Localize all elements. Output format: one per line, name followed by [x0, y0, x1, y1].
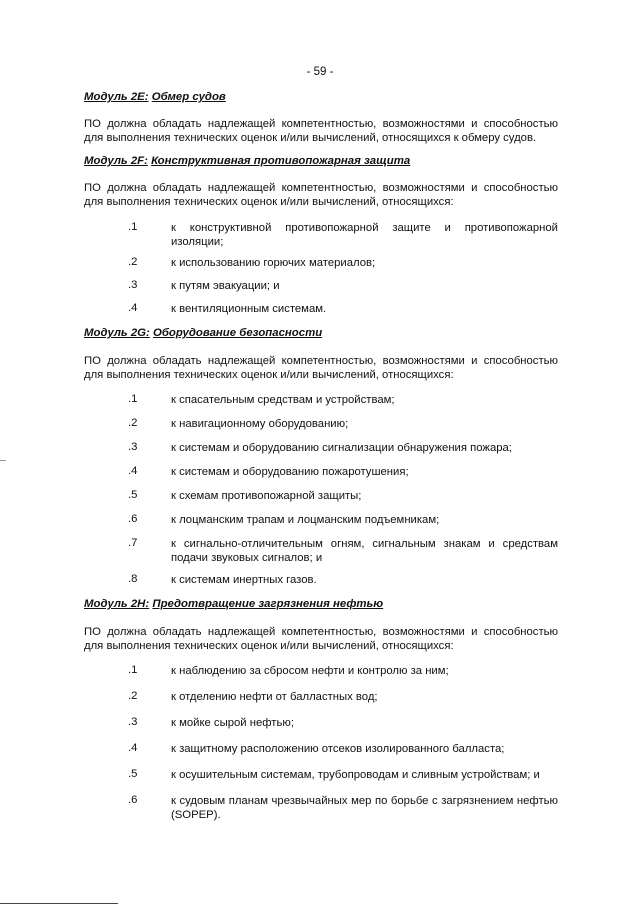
item-number: .1	[128, 221, 138, 233]
module-2h-label: Модуль 2H:	[84, 598, 150, 610]
item-number: .8	[128, 573, 138, 585]
item-text: к сигнально-отличительным огням, сигнальным знакам и средствам подачи звуковых сигналов; и	[171, 538, 558, 564]
module-2g-intro: ПО должна обладать надлежащей компетентностью, возможностями и способностью для выполнения технических оценок и/или вычислений, относящихся:	[84, 355, 558, 381]
list-item	[84, 221, 558, 251]
item-number: .4	[128, 302, 138, 314]
item-text: к схемам противопожарной защиты;	[171, 490, 362, 502]
module-2e-label: Модуль 2E:	[84, 91, 149, 103]
item-number: .2	[128, 417, 138, 429]
module-2f-intro: ПО должна обладать надлежащей компетентностью, возможностями и способностью для выполнения технических оценок и/или вычислений, относящихся:	[84, 182, 558, 208]
item-number: .1	[128, 664, 138, 676]
item-number: .4	[128, 465, 138, 477]
item-text: к использованию горючих материалов;	[171, 257, 376, 269]
item-number: .1	[128, 393, 138, 405]
item-text: к защитному расположению отсеков изолированного балласта;	[171, 743, 505, 755]
page-number: - 59 -	[306, 66, 334, 78]
item-text: к отделению нефти от балластных вод;	[171, 691, 378, 703]
item-text: к конструктивной противопожарной защите и противопожарной изоляции;	[171, 222, 558, 248]
item-number: .4	[128, 742, 138, 754]
item-text: к наблюдению за сбросом нефти и контролю за ним;	[171, 665, 449, 677]
module-2h-title: Предотвращение загрязнения нефтью	[152, 598, 384, 610]
module-2e-text: ПО должна обладать надлежащей компетентностью, возможностями и способностью для выполнения технических оценок и/или вычислений, относящихся к обмеру судов.	[84, 118, 558, 144]
module-2e-heading	[84, 91, 226, 103]
item-text: к судовым планам чрезвычайных мер по борьбе с загрязнением нефтью (SOPEP).	[171, 795, 558, 821]
item-number: .3	[128, 441, 138, 453]
item-number: .7	[128, 537, 138, 549]
module-2e-title: Обмер судов	[151, 91, 226, 103]
module-2f-heading	[84, 155, 410, 167]
module-2g-label: Модуль 2G:	[84, 327, 150, 339]
list-item	[84, 794, 558, 824]
item-number: .5	[128, 489, 138, 501]
item-number: .6	[128, 794, 138, 806]
item-number: .5	[128, 768, 138, 780]
margin-mark	[0, 460, 6, 461]
item-text: к осушительным системам, трубопроводам и сливным устройствам; и	[171, 769, 540, 781]
item-text: к системам и оборудованию сигнализации обнаружения пожара;	[171, 442, 512, 454]
item-text: к системам инертных газов.	[171, 574, 317, 586]
module-2g-title: Оборудование безопасности	[153, 327, 323, 339]
item-number: .2	[128, 690, 138, 702]
item-number: .6	[128, 513, 138, 525]
item-text: к навигационному оборудованию;	[171, 418, 349, 430]
item-text: к спасательным средствам и устройствам;	[171, 394, 395, 406]
item-number: .2	[128, 256, 138, 268]
module-2h-heading	[84, 598, 383, 610]
item-number: .3	[128, 279, 138, 291]
module-2g-heading	[84, 327, 322, 339]
list-item	[84, 537, 558, 567]
item-text: к лоцманским трапам и лоцманским подъемникам;	[171, 514, 440, 526]
item-text: к мойке сырой нефтью;	[171, 717, 294, 729]
item-text: к путям эвакуации; и	[171, 280, 280, 292]
item-text: к системам и оборудованию пожаротушения;	[171, 466, 409, 478]
footer-rule	[0, 903, 118, 904]
module-2f-label: Модуль 2F:	[84, 155, 148, 167]
module-2h-intro: ПО должна обладать надлежащей компетентностью, возможностями и способностью для выполнения технических оценок и/или вычислений, относящихся:	[84, 626, 558, 652]
item-text: к вентиляционным системам.	[171, 303, 327, 315]
item-number: .3	[128, 716, 138, 728]
module-2f-title: Конструктивная противопожарная защита	[151, 155, 411, 167]
